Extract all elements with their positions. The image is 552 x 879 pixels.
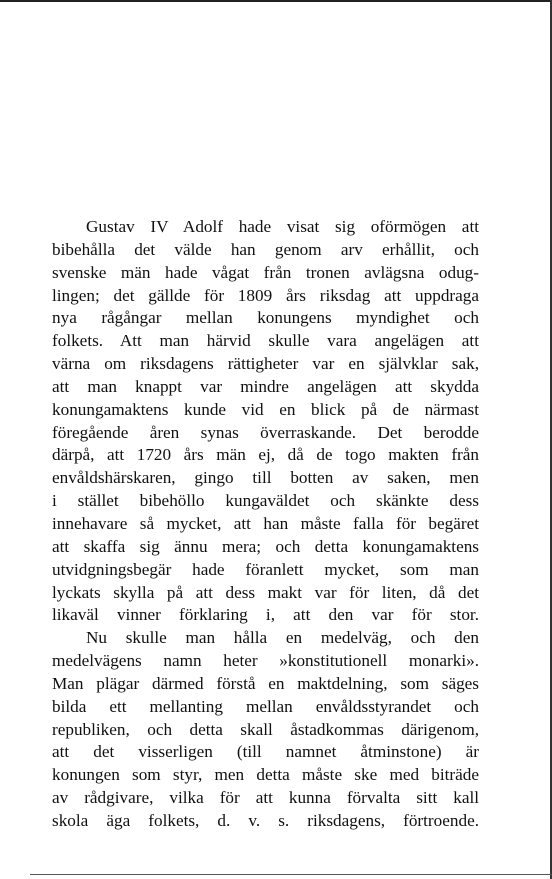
page-top-edge [0, 0, 552, 2]
paragraph-2-line-4: bilda ett mellanting mellan envåldsstyrandet och [52, 696, 479, 716]
paragraph-2-line-1: Nu skulle man hålla en medelväg, och den [86, 628, 479, 648]
paragraph-2-line-2: medelvägens namn heter »konstitutionell monarki». [52, 651, 479, 671]
paragraph-1-line-10: föregående åren synas överraskande. Det berodde [52, 422, 479, 442]
paragraph-1-line-17: lyckats skylla på att dess makt var för liten, då det [52, 582, 479, 602]
paragraph-2-line-6: att det visserligen (till namnet åtminstone) är [52, 742, 479, 762]
paragraph-1-line-3: svenske män hade vågat från tronen avlägsna odug- [52, 262, 479, 282]
paragraph-1-line-15: att skaffa sig ännu mera; och detta konungamaktens [52, 536, 479, 556]
paragraph-1-line-4: lingen; det gällde för 1809 års riksdag att uppdraga [52, 285, 479, 305]
paragraph-1-line-6: folkets. Att man härvid skulle vara angelägen att [52, 331, 479, 351]
paragraph-1-line-7: värna om riksdagens rättigheter var en självklar sak, [52, 354, 479, 374]
paragraph-2-line-7: konungen som styr, men detta måste ske med biträde [52, 765, 479, 785]
paragraph-1-line-12: envåldshärskaren, gingo till botten av saken, men [52, 468, 479, 488]
paragraph-2-line-8: av rådgivare, vilka för att kunna förvalta sitt kall [52, 788, 479, 808]
paragraph-2-line-5: republiken, och detta skall åstadkommas därigenom, [52, 719, 479, 739]
paragraph-1-line-1: Gustav IV Adolf hade visat sig oförmögen att [86, 217, 479, 236]
paragraph-1-line-18: likaväl vinner förklaring i, att den var för stor. [52, 605, 479, 625]
paragraph-1-line-5: nya rågångar mellan konungens myndighet och [52, 308, 479, 328]
paragraph-1-line-14: innehavare så mycket, att han måste falla för begäret [52, 513, 479, 533]
page-bottom-edge [30, 874, 552, 875]
paragraph-1-line-8: att man knappt var mindre angelägen att skydda [52, 376, 479, 396]
body-text [52, 216, 479, 833]
paragraph-1-line-13: i stället bibehöllo kungaväldet och skänkte dess [52, 491, 479, 511]
paragraph-2-line-3: Man plägar därmed förstå en maktdelning, som säges [52, 673, 479, 693]
paragraph-2-line-9: skola äga folkets, d. v. s. riksdagens, förtroende. [52, 810, 479, 830]
paragraph-1-line-2: bibehålla det välde han genom arv erhållit, och [52, 239, 479, 259]
paragraph-1-line-16: utvidgningsbegär hade föranlett mycket, som man [52, 559, 479, 579]
paragraph-1-line-11: därpå, att 1720 års män ej, då de togo makten från [52, 445, 479, 465]
paragraph-1-line-9: konungamaktens kunde vid en blick på de närmast [52, 399, 479, 419]
